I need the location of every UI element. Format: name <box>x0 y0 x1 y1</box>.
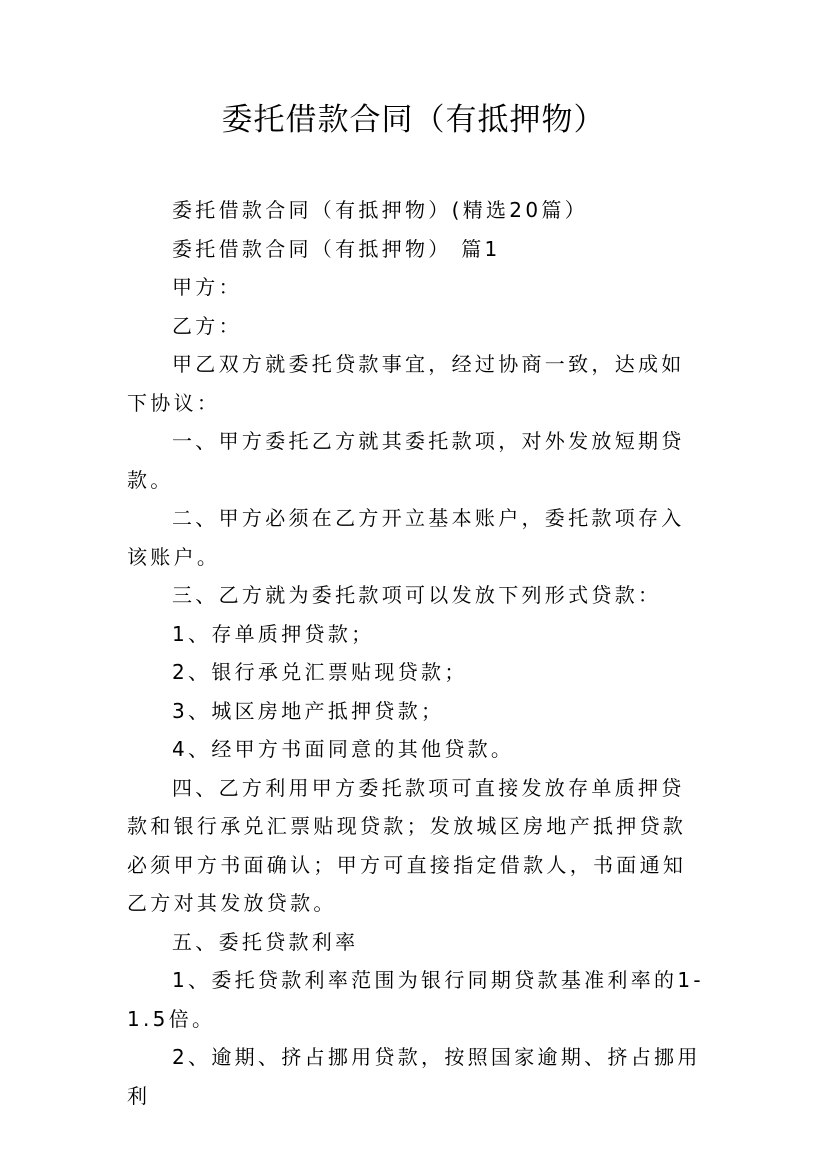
paragraph-agreement-intro: 甲乙双方就委托贷款事宜，经过协商一致，达成如下协议： <box>127 352 685 415</box>
paragraph-subtitle: 委托借款合同（有抵押物）(精选20篇） <box>172 198 588 222</box>
document-body <box>127 191 707 1115</box>
paragraph-party-a: 甲方： <box>172 275 242 299</box>
document-title: 委托借款合同（有抵押物） <box>221 102 606 138</box>
paragraph-clause-2: 二、甲方必须在乙方开立基本账户，委托款项存入该账户。 <box>127 506 685 569</box>
paragraph-clause-3: 三、乙方就为委托款项可以发放下列形式贷款： <box>172 583 662 607</box>
paragraph-interest-rate-2: 2、逾期、挤占挪用贷款，按照国家逾期、挤占挪用利 <box>127 1045 701 1108</box>
paragraph-section-heading: 委托借款合同（有抵押物） 篇1 <box>172 236 501 261</box>
paragraph-clause-1: 一、甲方委托乙方就其委托款项，对外发放短期贷款。 <box>127 429 685 492</box>
paragraph-clause-4: 四、乙方利用甲方委托款项可直接发放存单质押贷款和银行承兑汇票贴现贷款；发放城区房地产抵押贷款必须甲方书面确认；甲方可直接指定借款人，书面通知乙方对其发放贷款。 <box>127 775 687 915</box>
paragraph-clause-5-heading: 五、委托贷款利率 <box>172 929 359 954</box>
paragraph-party-b: 乙方： <box>172 313 242 338</box>
paragraph-loan-type-3: 3、城区房地产抵押贷款； <box>172 698 445 723</box>
paragraph-loan-type-2: 2、银行承兑汇票贴现贷款； <box>172 660 468 684</box>
paragraph-loan-type-4: 4、经甲方书面同意的其他贷款。 <box>172 737 515 761</box>
paragraph-loan-type-1: 1、存单质押贷款； <box>172 621 375 646</box>
paragraph-interest-rate-1: 1、委托贷款利率范围为银行同期贷款基准利率的1-1.5倍。 <box>127 968 704 1031</box>
